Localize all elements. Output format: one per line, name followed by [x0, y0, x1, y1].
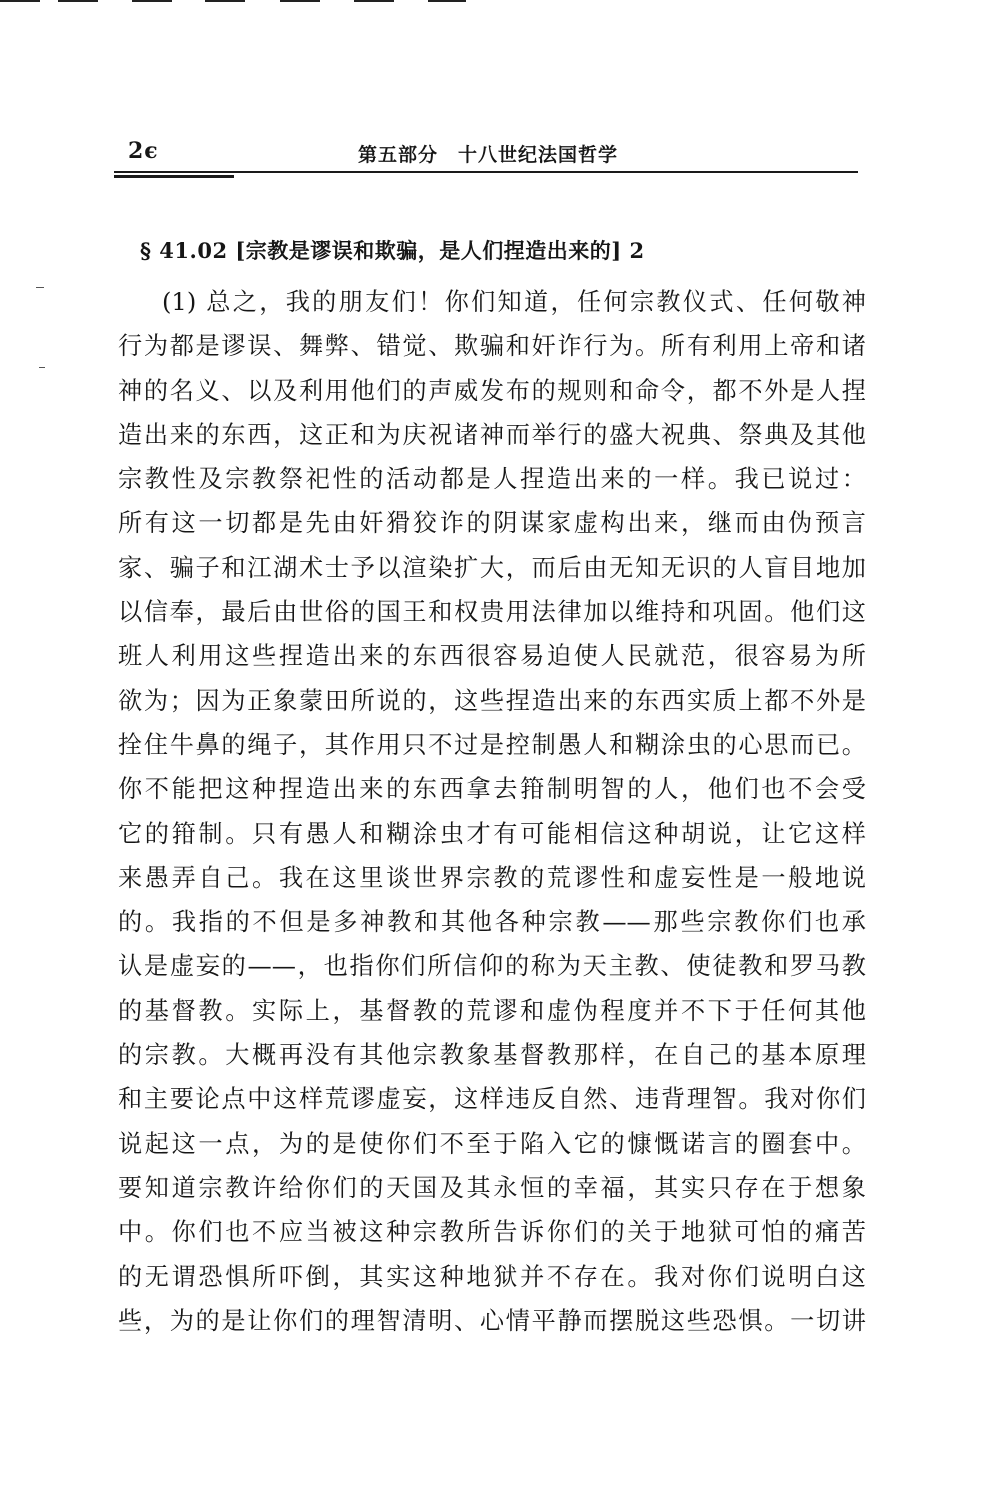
text-line: 欲为；因为正象蒙田所说的，这些捏造出来的东西实质上都不外是	[118, 686, 866, 715]
text-line: 宗教性及宗教祭祀性的活动都是人捏造出来的一样。我已说过：	[118, 465, 866, 494]
text-line: 造出来的东西，这正和为庆祝诸神而举行的盛大祝典、祭典及其他	[118, 420, 866, 449]
scan-artifact	[428, 0, 466, 2]
text-line: 班人利用这些捏造出来的东西很容易迫使人民就范，很容易为所	[118, 642, 866, 671]
text-line: 来愚弄自己。我在这里谈世界宗教的荒谬性和虚妄性是一般地说	[118, 863, 866, 892]
margin-mark	[39, 367, 45, 368]
section-heading: § 41.02 [宗教是谬误和欺骗，是人们捏造出来的] 2	[140, 238, 645, 263]
scan-artifact	[58, 0, 98, 2]
margin-mark	[36, 287, 44, 288]
scan-artifact	[354, 0, 394, 2]
header-rule	[114, 171, 858, 173]
running-head	[118, 138, 858, 172]
text-line: 的无谓恐惧所吓倒，其实这种地狱并不存在。我对你们说明白这	[118, 1262, 866, 1291]
text-line: 说起这一点，为的是使你们不至于陷入它的慷慨诺言的圈套中。	[118, 1129, 866, 1158]
text-line: 神的名义、以及利用他们的声威发布的规则和命令，都不外是人捏	[118, 376, 866, 405]
scan-artifact	[132, 0, 172, 2]
text-line: 你不能把这种捏造出来的东西拿去箝制明智的人，他们也不会受	[118, 775, 866, 804]
text-line: 的。我指的不但是多神教和其他各种宗教——那些宗教你们也承	[118, 908, 866, 937]
text-line: 和主要论点中这样荒谬虚妄，这样违反自然、违背理智。我对你们	[118, 1085, 866, 1114]
text-line: 它的箝制。只有愚人和糊涂虫才有可能相信这种胡说，让它这样	[118, 819, 866, 848]
scan-artifact	[0, 0, 40, 2]
body-text	[118, 286, 866, 1349]
text-line: 拴住牛鼻的绳子，其作用只不过是控制愚人和糊涂虫的心思而已。	[118, 730, 866, 759]
text-line: 些，为的是让你们的理智清明、心情平静而摆脱这些恐惧。一切讲	[118, 1306, 866, 1335]
text-line: 所有这一切都是先由奸猾狡诈的阴谋家虚构出来，继而由伪预言	[118, 509, 866, 538]
part-title: 第五部分 十八世纪法国哲学	[357, 144, 618, 166]
text-line: 行为都是谬误、舞弊、错觉、欺骗和奸诈行为。所有利用上帝和诸	[118, 332, 866, 361]
text-line: (1) 总之，我的朋友们！你们知道，任何宗教仪式、任何敬神	[162, 288, 866, 316]
text-line: 认是虚妄的——，也指你们所信仰的称为天主教、使徒教和罗马教	[118, 952, 866, 981]
text-line: 家、骗子和江湖术士予以渲染扩大，而后由无知无识的人盲目地加	[118, 553, 866, 582]
scan-artifact	[280, 0, 320, 2]
text-line: 的宗教。大概再没有其他宗教象基督教那样，在自己的基本原理	[118, 1041, 866, 1070]
page-number: 2ϵ	[128, 138, 159, 164]
text-line: 要知道宗教许给你们的天国及其永恒的幸福，其实只存在于想象	[118, 1173, 866, 1202]
text-line: 以信奉，最后由世俗的国王和权贵用法律加以维持和巩固。他们这	[118, 598, 866, 627]
text-line: 中。你们也不应当被这种宗教所告诉你们的关于地狱可怕的痛苦	[118, 1218, 866, 1247]
header-rule-accent	[114, 175, 234, 178]
scan-artifact	[205, 0, 245, 2]
text-line: 的基督教。实际上，基督教的荒谬和虚伪程度并不下于任何其他	[118, 996, 866, 1025]
